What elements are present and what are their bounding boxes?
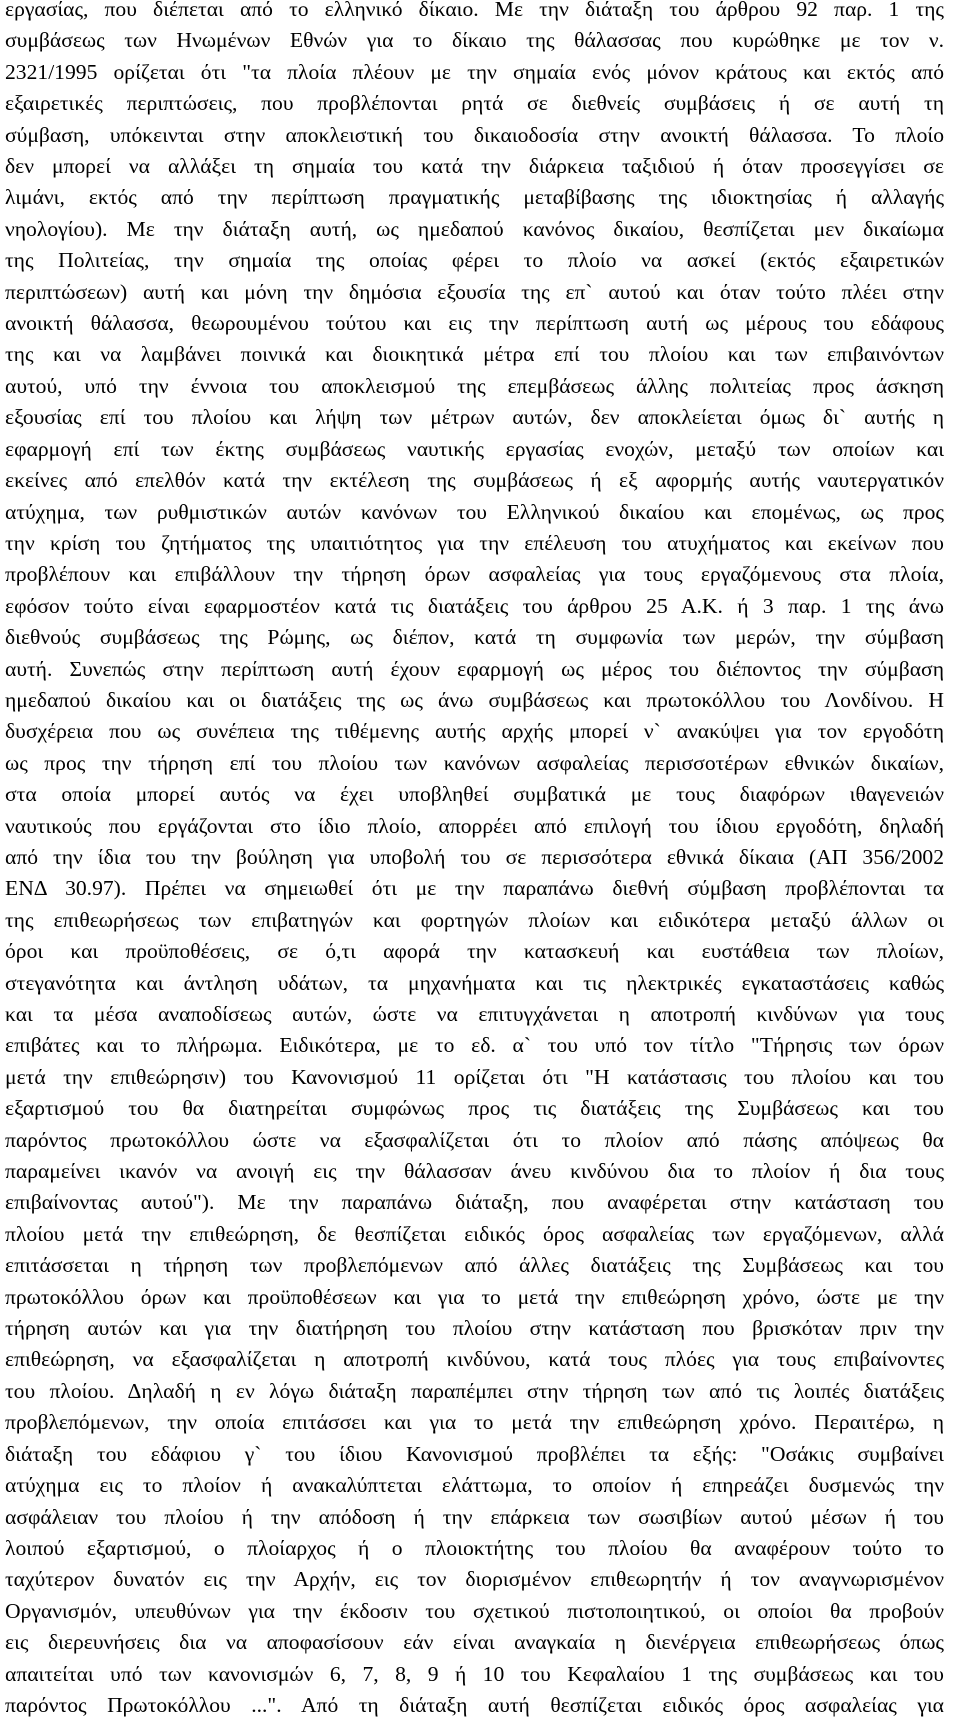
text-line: λιμάνι, εκτός από την περίπτωση πραγματικής μεταβίβασης της ιδιοκτησίας ή αλλαγής xyxy=(5,185,944,210)
text-line: προβλεπόμενων, την οποία επιτάσσει και για το μετά την επιθεώρηση χρόνο. Περαιτέρω, η xyxy=(5,1410,944,1435)
text-line: σύμβαση, υπόκεινται στην αποκλειστική του δικαιοδοσία στην ανοικτή θάλασσα. Το πλοίο xyxy=(5,122,944,147)
text-line: μετά την επιθεώρησιν) του Κανονισμού 11 ορίζεται ότι "Η κατάστασις του πλοίου και του xyxy=(5,1064,944,1089)
text-line: αυτού, υπό την έννοια του αποκλεισμού της επεμβάσεως άλλης πολιτείας προς άσκηση xyxy=(5,373,944,398)
text-line: στα οποία μπορεί αυτός να έχει υποβληθεί συμβατικά με τους διαφόρων ιθαγενειών xyxy=(5,782,944,807)
text-line: λοιπού εξαρτισμού, ο πλοίαρχος ή ο πλοιοκτήτης του πλοίου θα αναφέρουν τούτο το xyxy=(5,1535,944,1560)
text-line: πρωτοκόλλου όρων και προϋποθέσεων και για το μετά την επιθεώρηση χρόνο, ώστε με την xyxy=(5,1284,944,1309)
text-line: δεν μπορεί να αλλάξει τη σημαία του κατά την διάρκεια ταξιδιού ή όταν προσεγγίσει σε xyxy=(5,154,944,179)
text-line: την κρίση του ζητήματος της υπαιτιότητος για την επέλευση του ατυχήματος και εκείνων που xyxy=(5,530,944,555)
text-line: αυτή. Συνεπώς στην περίπτωση αυτή έχουν εφαρμογή ως μέρος του διέποντος την σύμβαση xyxy=(5,656,944,681)
text-line: επιτάσσεται η τήρηση των προβλεπόμενων από άλλες διατάξεις της Συμβάσεως και του xyxy=(5,1253,944,1278)
text-line: από την ίδια του την βούληση για υποβολή του σε περισσότερα εθνικά δίκαια (ΑΠ 356/2002 xyxy=(5,844,944,869)
text-line: του πλοίου. Δηλαδή η εν λόγω διάταξη παραπέμπει στην τήρηση των από τις λοιπές διατάξεις xyxy=(5,1378,944,1403)
text-line: και τα μέσα αναποδίσεως αυτών, ώστε να επιτυγχάνεται η αποτροπή κινδύνων για τους xyxy=(5,1002,944,1026)
text-line: απαιτείται υπό των κανονισμών 6, 7, 8, 9 ή 10 του Κεφαλαίου 1 της συμβάσεως και του xyxy=(5,1661,944,1686)
text-line: παρόντος πρωτοκόλλου ώστε να εξασφαλίζεται ότι το πλοίον από πάσης απόψεως θα xyxy=(5,1127,944,1152)
text-line: ατύχημα, των ρυθμιστικών αυτών κανόνων του Ελληνικού δικαίου και επομένως, ως προς xyxy=(5,499,944,524)
text-line: όροι και προϋποθέσεις, σε ό,τι αφορά την κατασκευή και ευστάθεια των πλοίων, xyxy=(5,939,944,964)
text-line: ημεδαπού δικαίου και οι διατάξεις της ως άνω συμβάσεως και πρωτοκόλλου του Λονδίνου. Η xyxy=(5,687,944,712)
document-body-text xyxy=(5,0,944,1721)
text-line: ταχύτερον δυνατόν εις την Αρχήν, εις τον διορισμένον επιθεωρητήν ή τον αναγνωρισμένον xyxy=(5,1567,944,1592)
text-line: ανοικτή θάλασσα, θεωρουμένου τούτου και εις την περίπτωση αυτή ως μέρους του εδάφους xyxy=(5,311,944,336)
text-line: επιθεώρηση, να εξασφαλίζεται η αποτροπή κινδύνου, κατά τους πλόες για τους επιβαίνοντες xyxy=(5,1347,944,1372)
text-line: της και να λαμβάνει ποινικά και διοικητικά μέτρα επί του πλοίου και των επιβαινόντων xyxy=(5,342,944,367)
text-line: επιβάτες και το πλήρωμα. Ειδικότερα, με το εδ. α` του υπό τον τίτλο "Τήρησις των όρων xyxy=(5,1033,944,1058)
text-line: επιβαίνοντας αυτού"). Με την παραπάνω διάταξη, που αναφέρεται στην κατάσταση του xyxy=(5,1190,944,1215)
text-line: Οργανισμόν, υπευθύνων για την έκδοσιν του σχετικού πιστοποιητικού, οι οποίοι θα προβούν xyxy=(5,1598,944,1623)
text-line: δυσχέρεια που ως συνέπεια της τιθέμενης αυτής αρχής μπορεί ν` ανακύψει για τον εργοδότη xyxy=(5,719,944,744)
text-line: ναυτικούς που εργάζονται στο ίδιο πλοίο, απορρέει από επιλογή του ίδιου εργοδότη, δηλαδή xyxy=(5,813,944,838)
text-line: πλοίου μετά την επιθεώρηση, δε θεσπίζεται ειδικός όρος ασφαλείας των εργαζόμενων, αλλά xyxy=(5,1221,944,1246)
text-line: ατύχημα εις το πλοίον ή ανακαλύπτεται ελάττωμα, το οποίον ή επηρεάζει δυσμενώς την xyxy=(5,1473,944,1498)
text-line: ΕΝΔ 30.97). Πρέπει να σημειωθεί ότι με την παραπάνω διεθνή σύμβαση προβλέπονται τα xyxy=(5,876,944,901)
text-line: διάταξη του εδάφιου γ` του ίδιου Κανονισμού προβλέπει τα εξής: "Οσάκις συμβαίνει xyxy=(5,1441,944,1466)
text-line: της επιθεωρήσεως των επιβατηγών και φορτηγών πλοίων και ειδικότερα μεταξύ άλλων οι xyxy=(5,907,944,932)
text-line: στεγανότητα και άντληση υδάτων, τα μηχανήματα και τις ηλεκτρικές εγκαταστάσεις καθώς xyxy=(5,970,944,995)
text-line: εφόσον τούτο είναι εφαρμοστέον κατά τις διατάξεις του άρθρου 25 Α.Κ. ή 3 παρ. 1 της άνω xyxy=(5,593,944,618)
text-line: εις διερευνήσεις δια να αποφασίσουν εάν είναι αναγκαία η διενέργεια επιθεωρήσεως όπως xyxy=(5,1630,944,1655)
text-line: νηολογίου). Με την διάταξη αυτή, ως ημεδαπού κανόνος δικαίου, θεσπίζεται μεν δικαίωμα xyxy=(5,216,944,241)
text-line: 2321/1995 ορίζεται ότι "τα πλοία πλέουν με την σημαία ενός μόνον κράτους και εκτός από xyxy=(5,59,944,84)
text-line: εξαιρετικές περιπτώσεις, που προβλέπονται ρητά σε διεθνείς συμβάσεις ή σε αυτή τη xyxy=(5,91,944,116)
text-line: περιπτώσεων) αυτή και μόνη την δημόσια εξουσία της επ` αυτού και όταν τούτο πλέει στην xyxy=(5,279,944,304)
text-line: ως προς την τήρηση επί του πλοίου των κανόνων ασφαλείας περισσοτέρων εθνικών δικαίων, xyxy=(5,750,944,775)
text-line: της Πολιτείας, την σημαία της οποίας φέρει το πλοίο να ασκεί (εκτός εξαιρετικών xyxy=(5,248,944,273)
text-line: παρόντος Πρωτοκόλλου ...". Από τη διάταξη αυτή θεσπίζεται ειδικός όρος ασφαλείας για xyxy=(5,1692,944,1717)
text-line: εκείνες από επελθόν κατά την εκτέλεση της συμβάσεως ή εξ αφορμής αυτής ναυτεργατικόν xyxy=(5,468,944,493)
text-line: εξαρτισμού του θα διατηρείται συμφώνως προς τις διατάξεις της Συμβάσεως και του xyxy=(5,1096,944,1121)
text-line: εφαρμογή επί των έκτης συμβάσεως ναυτικής εργασίας ενοχών, μεταξύ των οποίων και xyxy=(5,436,944,461)
text-line: εξουσίας επί του πλοίου και λήψη των μέτρων αυτών, δεν αποκλείεται όμως δι` αυτής η xyxy=(5,405,944,430)
text-line: παραμείνει ικανόν να ανοιγή εις την θάλασσαν άνευ κινδύνου δια το πλοίον ή δια τους xyxy=(5,1159,944,1184)
text-line: τήρηση αυτών και για την διατήρηση του πλοίου στην κατάσταση που βρισκόταν πριν την xyxy=(5,1316,944,1341)
text-line: διεθνούς συμβάσεως της Ρώμης, ως διέπον, κατά τη συμφωνία των μερών, την σύμβαση xyxy=(5,625,944,650)
text-line: προβλέπουν και επιβάλλουν την τήρηση όρων ασφαλείας για τους εργαζόμενους στα πλοία, xyxy=(5,562,944,587)
text-line: συμβάσεως των Ηνωμένων Εθνών για το δίκαιο της θάλασσας που κυρώθηκε με τον ν. xyxy=(5,28,944,53)
text-line: ασφάλειαν του πλοίου ή την απόδοση ή την επάρκεια των σωσιβίων αυτού μέσων ή του xyxy=(5,1504,944,1529)
text-line: εργασίας, που διέπεται από το ελληνικό δίκαιο. Με την διάταξη του άρθρου 92 παρ. 1 της xyxy=(5,0,944,21)
